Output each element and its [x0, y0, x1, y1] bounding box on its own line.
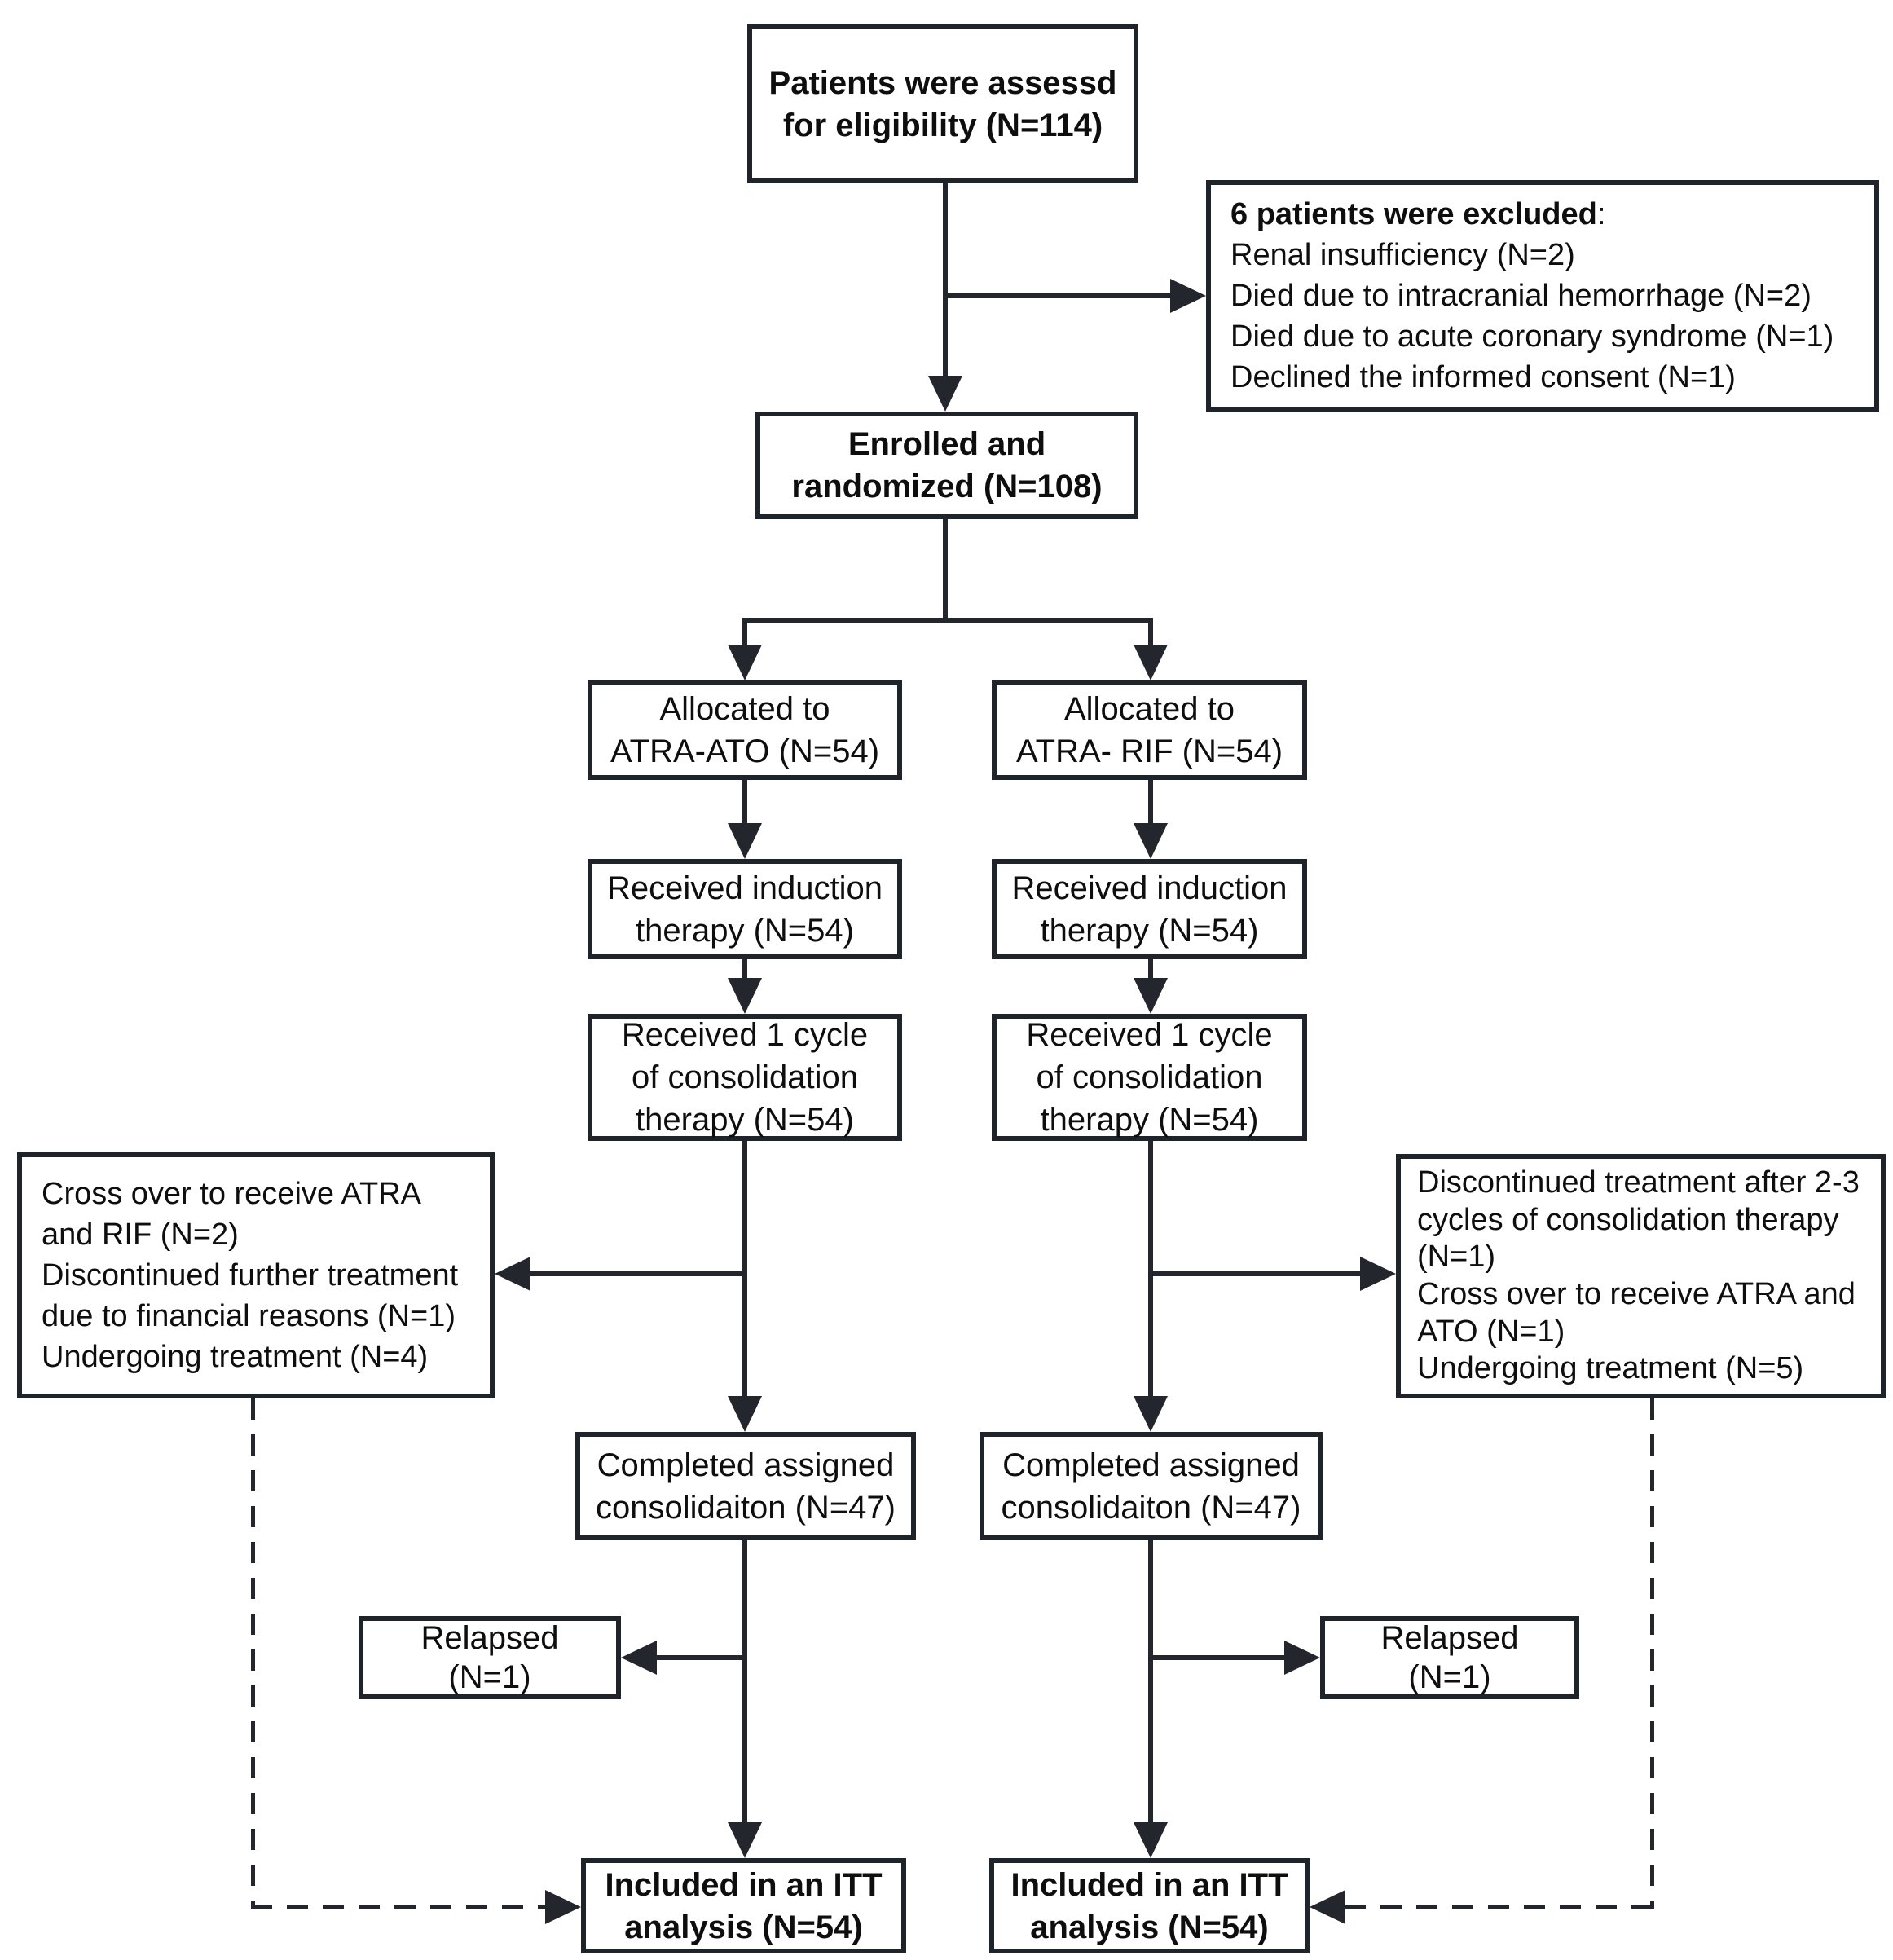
- text-line: randomized (N=108): [791, 469, 1103, 504]
- arrowhead-into-relapsed-rif: [1284, 1641, 1320, 1675]
- connector-assessed-to-enrolled: [943, 183, 948, 379]
- text-line: therapy (N=54): [636, 1102, 854, 1138]
- arrowhead-into-cycle-ato: [728, 978, 762, 1014]
- text-line: (N=1): [1408, 1659, 1491, 1695]
- arrowhead-dashed-into-itt-rif: [1310, 1890, 1345, 1924]
- text-line: Discontinued further treatment: [42, 1257, 459, 1293]
- text-line: Discontinued treatment after 2-3: [1417, 1165, 1860, 1200]
- connector-enrolled-to-split: [943, 519, 948, 621]
- text-line: Completed assigned: [1002, 1447, 1300, 1483]
- connector-split-horizontal: [742, 618, 1153, 623]
- text-line: ATO (N=1): [1417, 1314, 1565, 1349]
- connector-to-relapsed-ato: [652, 1655, 745, 1660]
- text-line: of consolidation: [1036, 1059, 1263, 1095]
- text-line: consolidaiton (N=47): [596, 1489, 896, 1526]
- text-line: Relapsed: [1380, 1620, 1519, 1656]
- arrowhead-into-cycle-rif: [1134, 978, 1168, 1014]
- text-line: Received 1 cycle: [621, 1017, 869, 1053]
- arrowhead-into-notes-rif: [1360, 1257, 1396, 1291]
- connector-to-relapsed-rif: [1151, 1655, 1289, 1660]
- text-line: Relapsed: [420, 1620, 559, 1656]
- text-line: Cross over to receive ATRA and: [1417, 1277, 1856, 1311]
- box-notes-rif-arm: [1396, 1154, 1886, 1398]
- text-line: Cross over to receive ATRA: [42, 1176, 422, 1211]
- dashed-connector-notes-ato-down: [251, 1398, 255, 1909]
- text-line: [1230, 194, 1605, 235]
- text-line: Renal insufficiency (N=2): [1230, 237, 1575, 272]
- text-line: analysis (N=54): [1030, 1909, 1269, 1945]
- text-line: Declined the informed consent (N=1): [1230, 360, 1736, 395]
- excluded-title-colon: :: [1596, 196, 1606, 231]
- text-line: therapy (N=54): [1040, 912, 1259, 949]
- arrowhead-into-alloc-rif: [1134, 645, 1168, 680]
- text-line: of consolidation: [632, 1059, 858, 1095]
- box-consolidation-cycle-rif: [992, 1014, 1307, 1141]
- dashed-connector-notes-ato-to-itt: [251, 1905, 548, 1909]
- text-line: therapy (N=54): [1040, 1102, 1259, 1138]
- connector-completed-to-itt-rif: [1148, 1540, 1153, 1827]
- arrowhead-into-completed-ato: [728, 1396, 762, 1432]
- arrowhead-into-itt-rif: [1134, 1822, 1168, 1858]
- box-assessed-eligibility: [747, 24, 1138, 183]
- arrowhead-into-completed-rif: [1134, 1396, 1168, 1432]
- box-allocated-atra-rif: [992, 680, 1307, 780]
- box-enrolled-randomized: [755, 412, 1138, 519]
- arrowhead-into-alloc-ato: [728, 645, 762, 680]
- box-excluded-reasons: [1206, 180, 1879, 412]
- text-line: Included in an ITT: [605, 1866, 883, 1903]
- text-line: and RIF (N=2): [42, 1217, 239, 1252]
- connector-alloc-to-induction-ato: [742, 780, 747, 829]
- box-itt-analysis-rif: [989, 1858, 1310, 1953]
- text-line: Enrolled and: [847, 426, 1046, 462]
- text-line: Completed assigned: [597, 1447, 895, 1483]
- text-line: analysis (N=54): [624, 1909, 863, 1945]
- text-line: Died due to acute coronary syndrome (N=1): [1230, 319, 1834, 355]
- box-allocated-atra-ato: [588, 680, 902, 780]
- box-consolidation-cycle-ato: [588, 1014, 902, 1141]
- box-relapsed-ato: [359, 1616, 621, 1699]
- excluded-title: 6 patients were excluded: [1230, 196, 1597, 231]
- text-line: Undergoing treatment (N=4): [42, 1340, 429, 1375]
- text-line: therapy (N=54): [636, 912, 854, 949]
- box-notes-ato-arm: [17, 1152, 495, 1398]
- dashed-connector-notes-rif-to-itt: [1345, 1905, 1653, 1909]
- text-line: ATRA-ATO (N=54): [610, 733, 880, 769]
- box-induction-ato: [588, 859, 902, 959]
- text-line: Patients were assessd: [768, 64, 1117, 101]
- connector-to-notes-rif: [1151, 1271, 1364, 1276]
- arrowhead-into-excluded: [1170, 279, 1206, 313]
- text-line: consolidaiton (N=47): [1001, 1489, 1301, 1526]
- text-line: Allocated to: [1063, 691, 1235, 727]
- box-completed-consolidation-rif: [980, 1432, 1323, 1540]
- text-line: (N=1): [448, 1659, 531, 1695]
- text-line: ATRA- RIF (N=54): [1015, 733, 1283, 769]
- arrowhead-dashed-into-itt-ato: [545, 1890, 581, 1924]
- box-completed-consolidation-ato: [575, 1432, 916, 1540]
- box-itt-analysis-ato: [581, 1858, 906, 1953]
- dashed-connector-notes-rif-down: [1650, 1398, 1654, 1909]
- arrowhead-into-relapsed-ato: [621, 1641, 657, 1675]
- connector-completed-to-itt-ato: [742, 1540, 747, 1827]
- text-line: Received induction: [607, 870, 883, 906]
- text-line: Received 1 cycle: [1026, 1017, 1273, 1053]
- text-line: Included in an ITT: [1010, 1866, 1288, 1903]
- text-line: Died due to intracranial hemorrhage (N=2): [1230, 278, 1812, 313]
- box-induction-rif: [992, 859, 1307, 959]
- box-relapsed-rif: [1320, 1616, 1579, 1699]
- text-line: Allocated to: [659, 691, 830, 727]
- arrowhead-into-induction-ato: [728, 823, 762, 859]
- text-line: cycles of consolidation therapy: [1417, 1202, 1839, 1237]
- connector-to-excluded: [943, 293, 1173, 298]
- text-line: Received induction: [1011, 870, 1288, 906]
- arrowhead-into-enrolled: [928, 376, 962, 412]
- connector-alloc-to-induction-rif: [1148, 780, 1153, 829]
- text-line: for eligibility (N=114): [782, 107, 1103, 143]
- connector-to-notes-ato: [526, 1271, 745, 1276]
- arrowhead-into-notes-ato: [495, 1257, 530, 1291]
- text-line: (N=1): [1417, 1240, 1496, 1275]
- arrowhead-into-itt-ato: [728, 1822, 762, 1858]
- text-line: Undergoing treatment (N=5): [1417, 1351, 1804, 1386]
- arrowhead-into-induction-rif: [1134, 823, 1168, 859]
- text-line: due to financial reasons (N=1): [42, 1299, 456, 1334]
